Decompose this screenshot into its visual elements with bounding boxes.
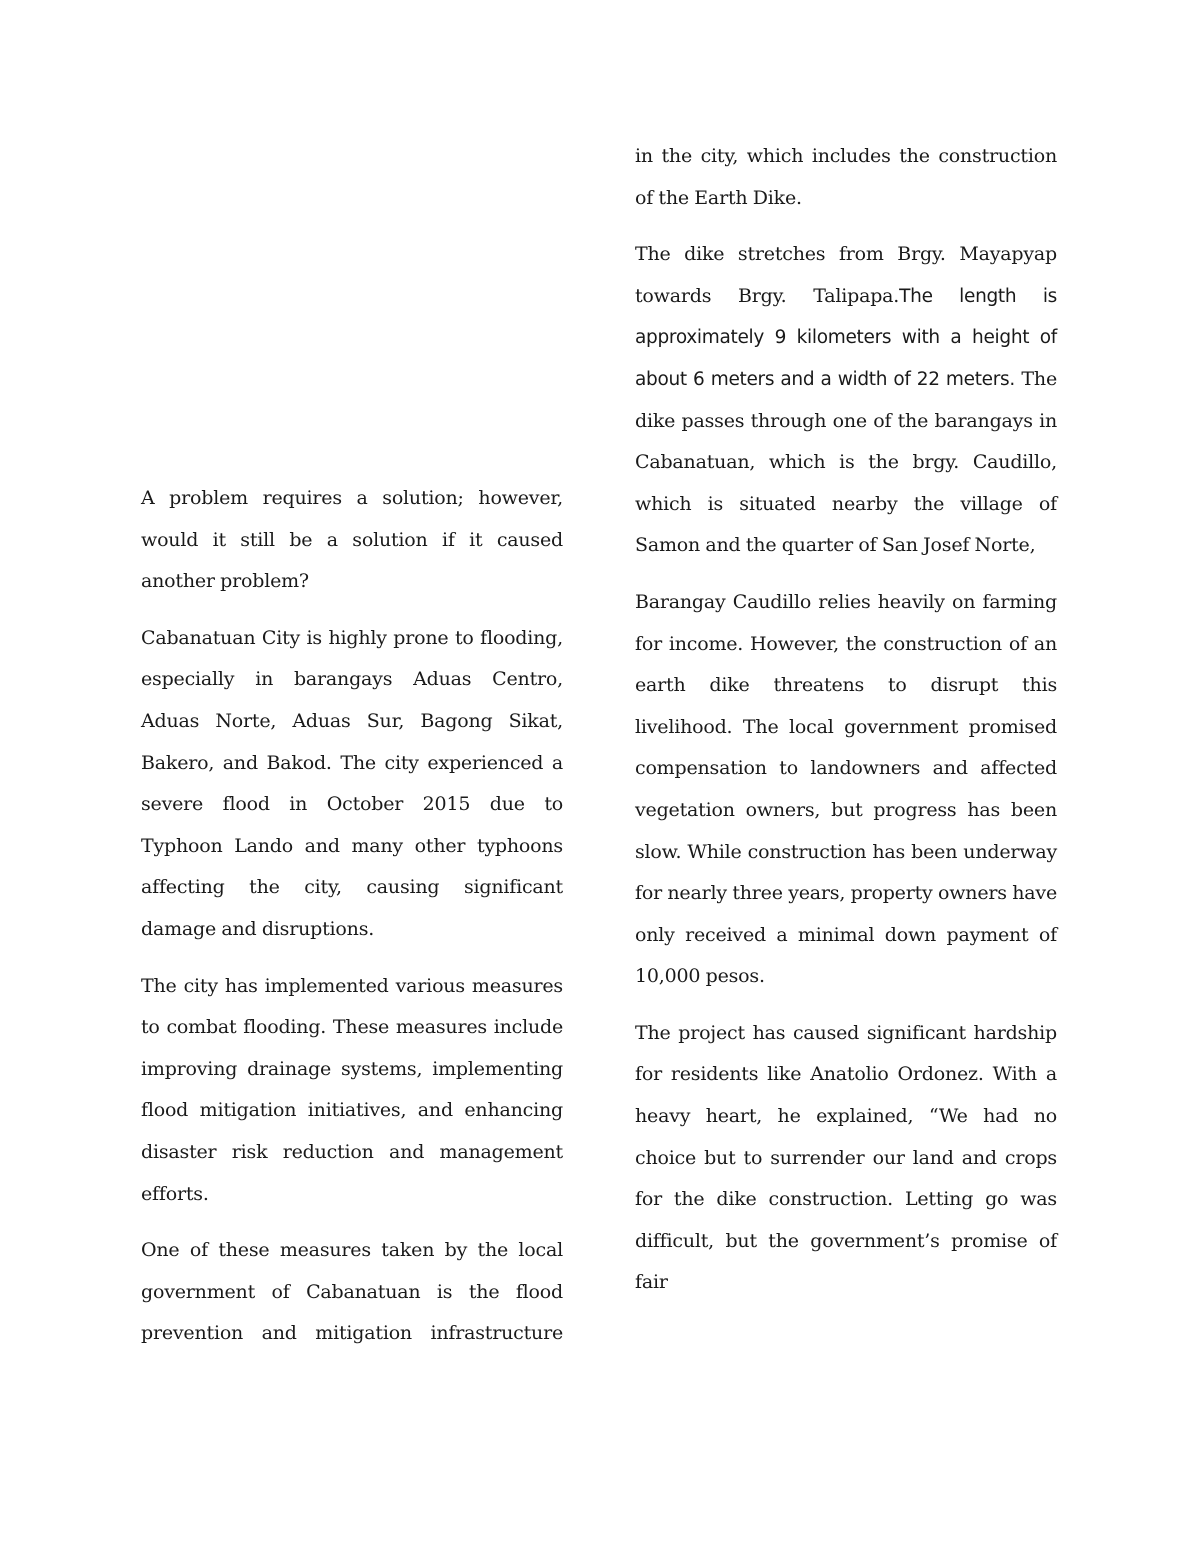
intro-question-paragraph: A problem requires a solution; however, would it still be a solution if it caused another problem? [141, 487, 563, 593]
dike-description-paragraph [635, 234, 1057, 567]
compensation-paragraph: Barangay Caudillo relies heavily on farming for income. However, the construction of an earth dike threatens to disrupt this livelihood. The local government promised compensation to landowners and affected vegetation owners, but progress has been slow. While construction has been underway for nearly three years, property owners have only received a minimal down payment of 10,000 pesos. [635, 590, 1057, 988]
dike-location-text: The dike passes through one of the barangays in Cabanatuan, which is the brgy. Caudillo, which is situated nearby the village of Samon and the quarter of San Josef Norte, [635, 367, 1057, 557]
resident-hardship-paragraph: The project has caused significant hardship for residents like Anatolio Ordonez. With a heavy heart, he explained, “We had no choice but to surrender our land and crops for the dike construction. Letting go was difficult, but the government’s promise of fair [635, 1021, 1057, 1294]
infrastructure-paragraph: One of these measures taken by the local government of Cabanatuan is the flood prevention and mitigation infrastructure [141, 1239, 563, 1345]
dike-dimensions-text: The length is approximately 9 kilometers with a height of about 6 meters and a width of 22 meters. [635, 285, 1057, 390]
city-measures-paragraph: The city has implemented various measures to combat flooding. These measures include improving drainage systems, implementing flood mitigation initiatives, and enhancing disaster risk reduction and management efforts. [141, 974, 563, 1205]
earth-dike-paragraph: in the city, which includes the construction of the Earth Dike. [635, 145, 1057, 209]
flooding-context-paragraph: Cabanatuan City is highly prone to flooding, especially in barangays Aduas Centro, Aduas Norte, Aduas Sur, Bagong Sikat, Bakero, and Bakod. The city experienced a severe flood in October 2015 due to Typhoon Lando and many other typhoons affecting the city, causing significant damage and disruptions. [141, 626, 563, 940]
dike-route-text: The dike stretches from Brgy. Mayapyap towards Brgy. Talipapa. [635, 243, 1057, 307]
left-column [141, 478, 563, 1370]
right-column [635, 136, 1057, 1319]
